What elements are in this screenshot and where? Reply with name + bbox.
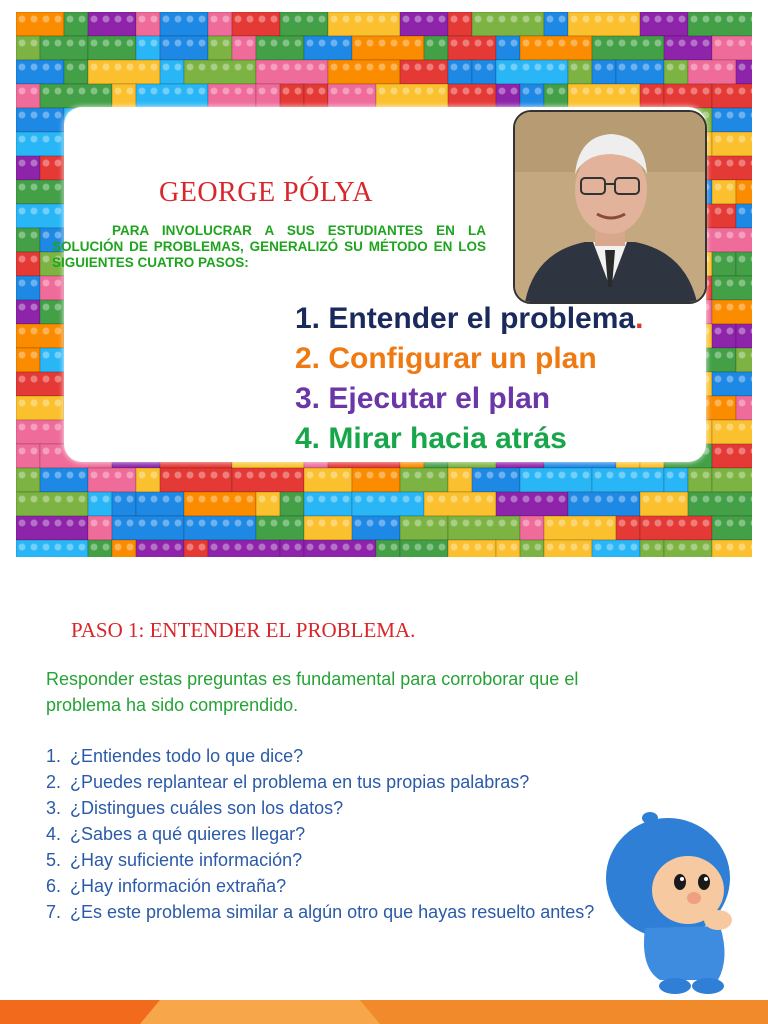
slide-polya-steps — [16, 12, 752, 557]
questions-list — [46, 743, 626, 925]
list-item — [46, 743, 626, 769]
step-3: 3. Ejecutar el plan — [295, 382, 551, 415]
item-number: 2. — [46, 772, 62, 792]
step-2: 2. Configurar un plan — [295, 342, 597, 375]
george-polya-portrait — [513, 110, 707, 304]
list-item — [46, 769, 626, 795]
intro-text: PARA INVOLUCRAR A SUS ESTUDIANTES EN LA SOLUCIÓN DE PROBLEMAS, GENERALIZÓ SU MÉTODO EN LOS SIGUIENTES CUATRO PASOS: — [52, 223, 486, 270]
item-number: 6. — [46, 876, 62, 896]
step-1-period: . — [635, 302, 644, 335]
list-item — [46, 873, 626, 899]
section-title: PASO 1: ENTENDER EL PROBLEMA. — [71, 618, 416, 642]
slide-paso-1 — [0, 572, 768, 1024]
item-text: ¿Puedes replantear el problema en tus propias palabras? — [70, 772, 530, 792]
item-number: 3. — [46, 798, 62, 818]
pocoyo-character-illustration — [600, 808, 750, 998]
lead-paragraph: Responder estas preguntas es fundamental para corroborar que el problema ha sido comprendido. — [46, 669, 579, 715]
list-item — [46, 899, 626, 925]
item-number: 1. — [46, 746, 62, 766]
item-text: ¿Distingues cuáles son los datos? — [70, 798, 344, 818]
item-text: ¿Entiendes todo lo que dice? — [70, 746, 304, 766]
list-item — [46, 847, 626, 873]
item-text: ¿Es este problema similar a algún otro que hayas resuelto antes? — [70, 902, 595, 922]
list-item — [46, 821, 626, 847]
item-text: ¿Hay suficiente información? — [70, 850, 303, 870]
step-1-label: 1. Entender el problema — [295, 302, 636, 335]
steps-list — [295, 299, 643, 459]
item-number: 7. — [46, 902, 62, 922]
list-item — [46, 795, 626, 821]
item-number: 5. — [46, 850, 62, 870]
item-text: ¿Hay información extraña? — [70, 876, 287, 896]
step-4: 4. Mirar hacia atrás — [295, 422, 567, 455]
page-title: GEORGE PÓLYA — [159, 177, 373, 208]
item-number: 4. — [46, 824, 62, 844]
step-1 — [295, 299, 643, 339]
item-text: ¿Sabes a qué quieres llegar? — [70, 824, 306, 844]
footer-bar — [0, 1000, 768, 1024]
